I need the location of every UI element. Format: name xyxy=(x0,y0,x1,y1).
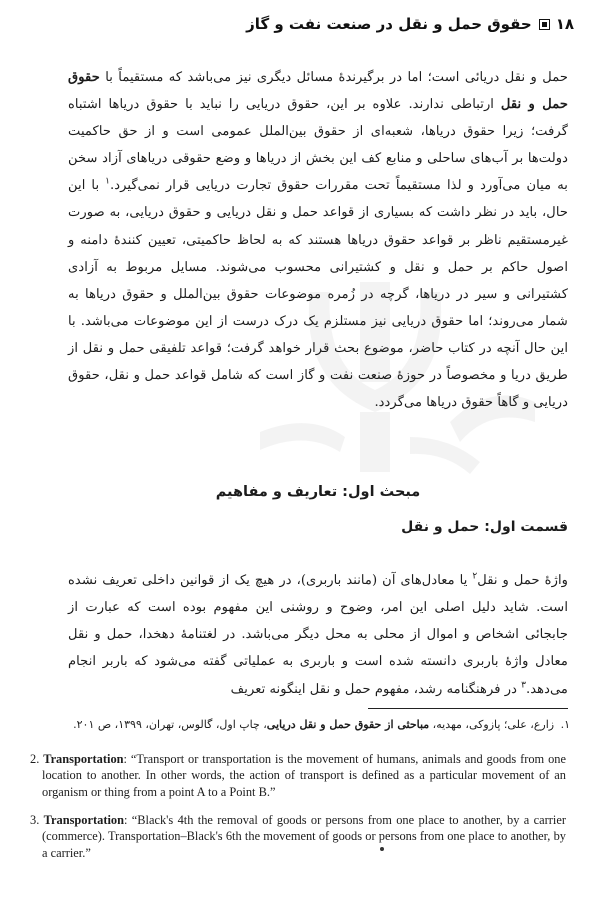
footnote-3-text: : “Black's 4th the removal of goods or persons from one place to another, by a carrier (commerce). Transportation–Black's 6th the movement of goods or persons from one place to another, by a carrier.” xyxy=(42,813,566,860)
footnote-ref-3: ۳ xyxy=(521,680,526,691)
body-paragraph-2 xyxy=(68,554,568,716)
footnote-ref-2: ۲ xyxy=(472,571,478,582)
paragraph1-text-a: حمل و نقل دریائی است؛ اما در برگیرندهٔ مسائل دیگری نیز می‌باشد که مستقیماً با xyxy=(99,70,568,85)
footnote-1-number: ۱. xyxy=(560,718,570,731)
section-title: مبحث اول: تعاریف و مفاهیم xyxy=(215,484,421,500)
footnote-3 xyxy=(30,812,566,861)
footnote-2-number: 2. xyxy=(30,752,40,766)
paragraph2-text-a: واژهٔ حمل و نقل xyxy=(477,573,568,589)
footnote-ref-1: ۱ xyxy=(105,176,110,187)
paragraph1-bold-term: حقوق حمل و نقل xyxy=(68,70,568,113)
subsection-title: قسمت اول: حمل و نقل xyxy=(401,519,568,535)
stray-dot xyxy=(380,847,384,851)
footnote-1-book-title: مباحثی از حقوق حمل و نقل دریایی xyxy=(266,718,430,731)
footnote-2-text: : “Transport or transportation is the movement of humans, animals and goods from one location to another. In other words, the action of transport is defined as a particular movement of an organism or thing from a point A to a Point B.” xyxy=(42,752,566,799)
footnote-2-term: Transportation xyxy=(43,752,124,766)
footnote-3-number: 3. xyxy=(30,813,40,827)
paragraph2-text-b: یا معادل‌های آن (مانند باربری)، در هیچ یک از قوانین داخلی تعریف نشده است. شاید دلیل اصلی این امر، وضوح و روشنی این مفهوم بوده است که عبارت از جابجائی اشخاص و اموال از محلی به محل دیگر می‌باشد. در لغتنامهٔ دهخدا، حمل و نقل معادل واژهٔ باربری دانسته شده است و باربری به عملیاتی گفته می‌شود که باربر انجام می‌دهد. xyxy=(68,573,568,697)
footnote-3-term: Transportation xyxy=(43,813,124,827)
footnote-1-authors: زارع، علی؛ پازوکی، مهدیه، xyxy=(429,718,555,731)
page-number: ۱۸ xyxy=(555,15,574,33)
paragraph1-text-b: ارتباطی ندارند. علاوه بر این، حقوق دریایی را نباید با حقوق دریاها اشتباه گرفت؛ زیرا حقوق دریاها، شعبه‌ای از حقوق بین‌الملل عمومی است و از حق حاکمیت دولت‌ها بر آب‌های ساحلی و منابع کف این بخش از دریاها و وضع حقوقی دریاهای آزاد سخن به میان می‌آورد و لذا مستقیماً تحت مقررات حقوق تجارت دریایی قرار نمی‌گیرد. xyxy=(68,97,568,194)
footnote-2 xyxy=(30,751,566,800)
page-header xyxy=(66,12,574,36)
paragraph2-text-c: در فرهنگنامه رشد، مفهوم حمل و نقل اینگونه تعریف xyxy=(230,681,522,697)
running-title: حقوق حمل و نقل در صنعت نفت و گاز xyxy=(246,15,532,33)
header-square-icon xyxy=(539,19,550,30)
body-paragraph-1 xyxy=(68,64,568,416)
footnote-1-publication: ، چاپ اول، گالوس، تهران، ۱۳۹۹، ص ۲۰۱. xyxy=(73,718,267,731)
footnote-divider xyxy=(368,708,568,709)
paragraph1-text-c: با این حال، باید در نظر داشت که بسیاری از قواعد حمل و نقل دریایی و حقوق دریایی، به صورت غیرمستقیم ناظر بر قواعد حقوق دریاها هستند که به لحاظ حاکمیتی، تعیین کنندهٔ دامنه و اصول حاکم بر حمل و نقل و کشتیرانی محسوب می‌شوند. مسایل مربوط به آزادی کشتیرانی و سیر در دریاها، گرچه در زُمره موضوعات حقوق بین‌الملل و حقوق دریاها به شمار می‌روند؛ اما حقوق دریایی نیز مستلزم یک درک درست از این موضوعات می‌باشد. با این حال آنچه در کتاب حاضر، موضوع بحث قرار خواهد گرفت؛ قواعد تلفیقی حمل و نقل از طریق دریا و مخصوصاً در حوزهٔ صنعت نفت و گاز است که شامل قواعد حمل و نقل، حقوق دریایی و گاهاً حقوق دریاها می‌گردد. xyxy=(68,178,568,411)
footnote-1 xyxy=(64,716,570,734)
